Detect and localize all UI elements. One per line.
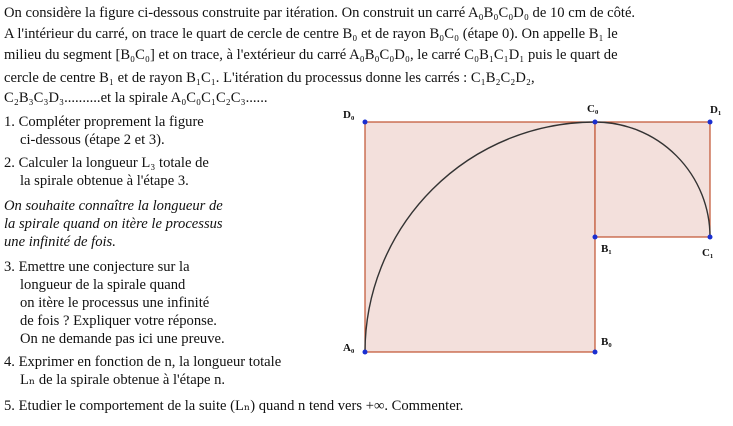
question-3-line-4: de fois ? Expliquer votre réponse. <box>20 313 217 329</box>
question-1-line-2: ci-dessous (étape 2 et 3). <box>20 132 165 148</box>
note-line-3: une infinité de fois. <box>4 234 116 250</box>
label-d1: D₁ <box>710 104 722 116</box>
label-b1: B₁ <box>601 243 612 255</box>
spiral-figure <box>333 96 728 361</box>
intro-line-3: milieu du segment [B₀C₀] et on trace, à l'extérieur du carré A₀B₀C₀D₀, le carré C₀B₁C₁D₁ puis le quart de <box>4 47 618 63</box>
question-1-line-1: 1. Compléter proprement la figure <box>4 114 204 130</box>
question-2-line-1: 2. Calculer la longueur L₃ totale de <box>4 155 209 171</box>
note-line-1: On souhaite connaître la longueur de <box>4 198 223 214</box>
intro-line-1: On considère la figure ci-dessous construite par itération. On construit un carré A₀B₀C₀D₀ de 10 cm de côté. <box>4 5 636 21</box>
question-3-line-1: 3. Emettre une conjecture sur la <box>4 259 190 275</box>
point-d0 <box>363 120 368 125</box>
label-c0: C₀ <box>587 103 599 115</box>
note-line-2: la spirale quand on itère le processus <box>4 216 223 232</box>
point-b0 <box>593 350 598 355</box>
point-a0 <box>363 350 368 355</box>
question-3-line-2: longueur de la spirale quand <box>20 277 186 293</box>
square-a0b0c0d0 <box>365 122 595 352</box>
question-3-line-3: on itère le processus une infinité <box>20 295 210 311</box>
question-4-line-2: Lₙ de la spirale obtenue à l'étape n. <box>20 372 226 388</box>
label-a0: A₀ <box>343 342 355 354</box>
question-3-line-5: On ne demande pas ici une preuve. <box>20 331 225 347</box>
square-c0b1c1d1 <box>595 122 710 237</box>
point-c1 <box>708 235 713 240</box>
point-c0 <box>593 120 598 125</box>
label-b0: B₀ <box>601 336 612 348</box>
question-4-line-1: 4. Exprimer en fonction de n, la longueur totale <box>4 354 282 370</box>
intro-line-4: cercle de centre B₁ et de rayon B₁C₁. L'itération du processus donne les carrés : C₁B₂C₂D₂, <box>4 70 535 86</box>
question-2-line-2: la spirale obtenue à l'étape 3. <box>20 173 189 189</box>
label-d0: D₀ <box>343 109 355 121</box>
intro-line-2: A l'intérieur du carré, on trace le quart de cercle de centre B₀ et de rayon B₀C₀ (étape 0). On appelle B₁ le <box>4 26 618 42</box>
intro-line-5: C₂B₃C₃D₃..........et la spirale A₀C₀C₁C₂C₃...... <box>4 90 268 106</box>
label-c1: C₁ <box>702 247 714 259</box>
question-5: 5. Etudier le comportement de la suite (Lₙ) quand n tend vers +∞. Commenter. <box>4 398 464 414</box>
point-d1 <box>708 120 713 125</box>
point-b1 <box>593 235 598 240</box>
